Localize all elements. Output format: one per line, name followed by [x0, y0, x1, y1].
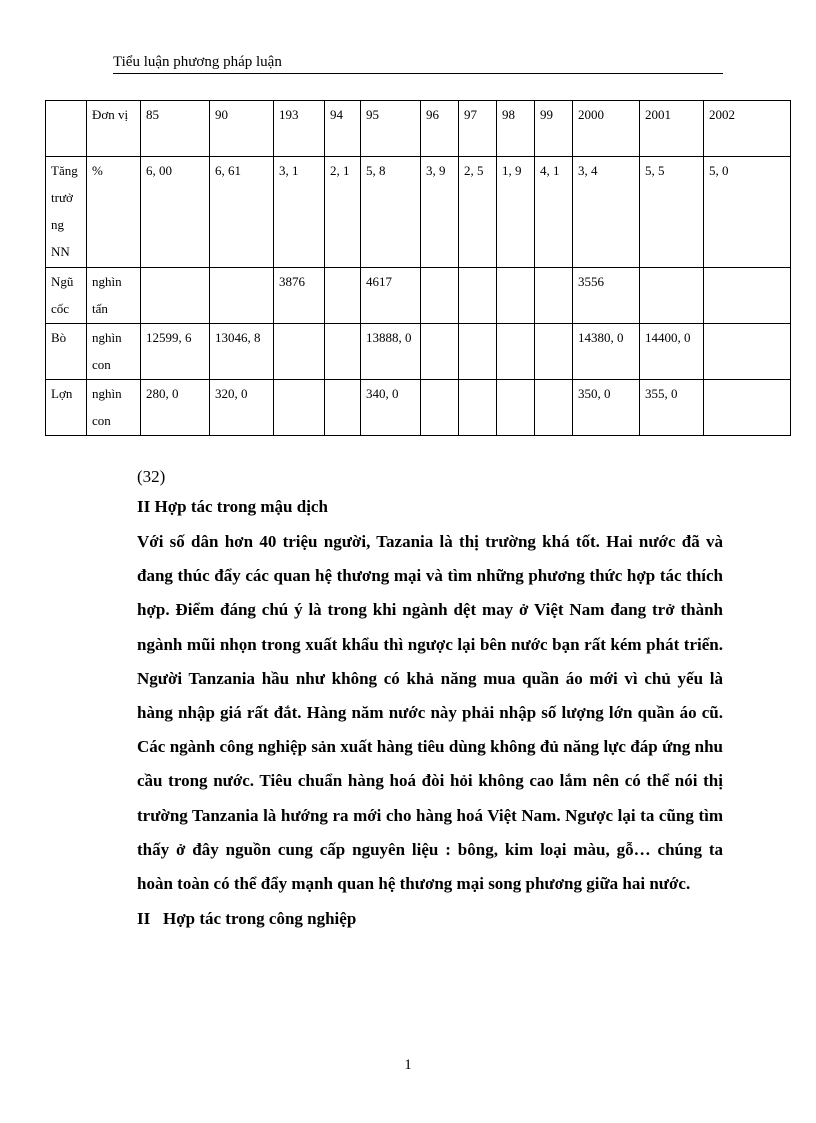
table-cell: 2, 1	[325, 157, 361, 268]
table-cell: 95	[361, 101, 421, 157]
body-paragraph: Với số dân hơn 40 triệu người, Tazania là thị trường khá tốt. Hai nước đã và đang thúc đẩy các quan hệ thương mại và tìm những phương thức hợp tác thích hợp. Điểm đáng chú ý là trong khi ngành dệt may ở Việt Nam đang trở thành ngành mũi nhọn trong xuất khẩu thì ngược lại bên nước bạn rất kém phát triển. Người Tanzania hầu như không có khả năng mua quần áo mới vì chủ yếu là hàng nhập giá rất đắt. Hàng năm nước này phải nhập số lượng lớn quần áo cũ. Các ngành công nghiệp sản xuất hàng tiêu dùng không đủ năng lực đáp ứng nhu cầu trong nước. Tiêu chuẩn hàng hoá đòi hỏi không cao lắm nên có thể nói thị trường Tanzania là hướng ra mới cho hàng hoá Việt Nam. Ngược lại ta cũng tìm thấy ở đây nguồn cung cấp nguyên liệu : bông, kim loại màu, gỗ… chúng ta hoàn toàn có thể đẩy mạnh quan hệ thương mại song phương giữa hai nước.	[137, 532, 723, 894]
table-cell	[210, 268, 274, 324]
table-cell: Tăng trưở ng NN	[46, 157, 87, 268]
page-number: 1	[404, 1057, 412, 1073]
table-cell	[274, 324, 325, 380]
table-cell	[640, 268, 704, 324]
table-cell: 6, 00	[141, 157, 210, 268]
page-header	[113, 52, 723, 74]
table-cell: 94	[325, 101, 361, 157]
table-cell	[274, 380, 325, 436]
table-cell	[704, 380, 791, 436]
header-title: Tiểu luận phương pháp luận	[113, 54, 282, 70]
table-row	[46, 324, 791, 380]
table-cell: 5, 8	[361, 157, 421, 268]
table-cell: 3, 9	[421, 157, 459, 268]
table-cell: 12599, 6	[141, 324, 210, 380]
table-header-row	[46, 101, 791, 157]
table-cell: 4617	[361, 268, 421, 324]
table-cell: 14380, 0	[573, 324, 640, 380]
table-row	[46, 157, 791, 268]
table-cell	[459, 268, 497, 324]
table-cell: 90	[210, 101, 274, 157]
table-cell: Ngũ cốc	[46, 268, 87, 324]
table-cell	[325, 324, 361, 380]
table-cell	[497, 380, 535, 436]
table-cell: 5, 0	[704, 157, 791, 268]
table-cell	[46, 101, 87, 157]
table-row	[46, 380, 791, 436]
body-text	[137, 465, 723, 931]
table-cell: nghìn con	[87, 380, 141, 436]
table-cell: 6, 61	[210, 157, 274, 268]
table-cell: 350, 0	[573, 380, 640, 436]
statistics-table	[45, 100, 791, 436]
table-cell	[421, 324, 459, 380]
table-cell: 340, 0	[361, 380, 421, 436]
table-cell: 2, 5	[459, 157, 497, 268]
table-cell	[535, 324, 573, 380]
table-cell	[421, 268, 459, 324]
table-cell	[535, 268, 573, 324]
table-cell: 280, 0	[141, 380, 210, 436]
table-cell: 4, 1	[535, 157, 573, 268]
table-cell: 98	[497, 101, 535, 157]
table-cell: nghìn con	[87, 324, 141, 380]
table-cell: nghìn tấn	[87, 268, 141, 324]
table-cell	[141, 268, 210, 324]
table-cell: 2000	[573, 101, 640, 157]
table-cell: 3, 4	[573, 157, 640, 268]
table-cell: 2002	[704, 101, 791, 157]
table-cell: 193	[274, 101, 325, 157]
table-cell: 85	[141, 101, 210, 157]
table-cell: 99	[535, 101, 573, 157]
table-cell	[704, 268, 791, 324]
reference-number: (32)	[137, 467, 166, 486]
table-cell	[535, 380, 573, 436]
table-cell: 14400, 0	[640, 324, 704, 380]
table-cell: 355, 0	[640, 380, 704, 436]
table-cell: 5, 5	[640, 157, 704, 268]
table-cell	[459, 380, 497, 436]
table-cell	[421, 380, 459, 436]
table-row	[46, 268, 791, 324]
table-cell: 1, 9	[497, 157, 535, 268]
table-cell	[497, 268, 535, 324]
table-cell: 3556	[573, 268, 640, 324]
table-cell: 3, 1	[274, 157, 325, 268]
table-cell	[497, 324, 535, 380]
section-number: II	[137, 909, 151, 929]
table-cell	[459, 324, 497, 380]
table-cell	[325, 268, 361, 324]
section-title: Hợp tác trong công nghiệp	[163, 909, 357, 929]
table-cell: 13046, 8	[210, 324, 274, 380]
table-cell: 96	[421, 101, 459, 157]
section-heading: II Hợp tác trong mậu dịch	[137, 497, 328, 516]
table-cell: Bò	[46, 324, 87, 380]
table-cell: 13888, 0	[361, 324, 421, 380]
table-cell: Lợn	[46, 380, 87, 436]
table-cell	[325, 380, 361, 436]
table-cell: Đơn vị	[87, 101, 141, 157]
table-cell: 3876	[274, 268, 325, 324]
table-cell	[704, 324, 791, 380]
table-cell: 320, 0	[210, 380, 274, 436]
table-cell: %	[87, 157, 141, 268]
table-cell: 97	[459, 101, 497, 157]
section-heading-2	[137, 907, 723, 931]
table-cell: 2001	[640, 101, 704, 157]
